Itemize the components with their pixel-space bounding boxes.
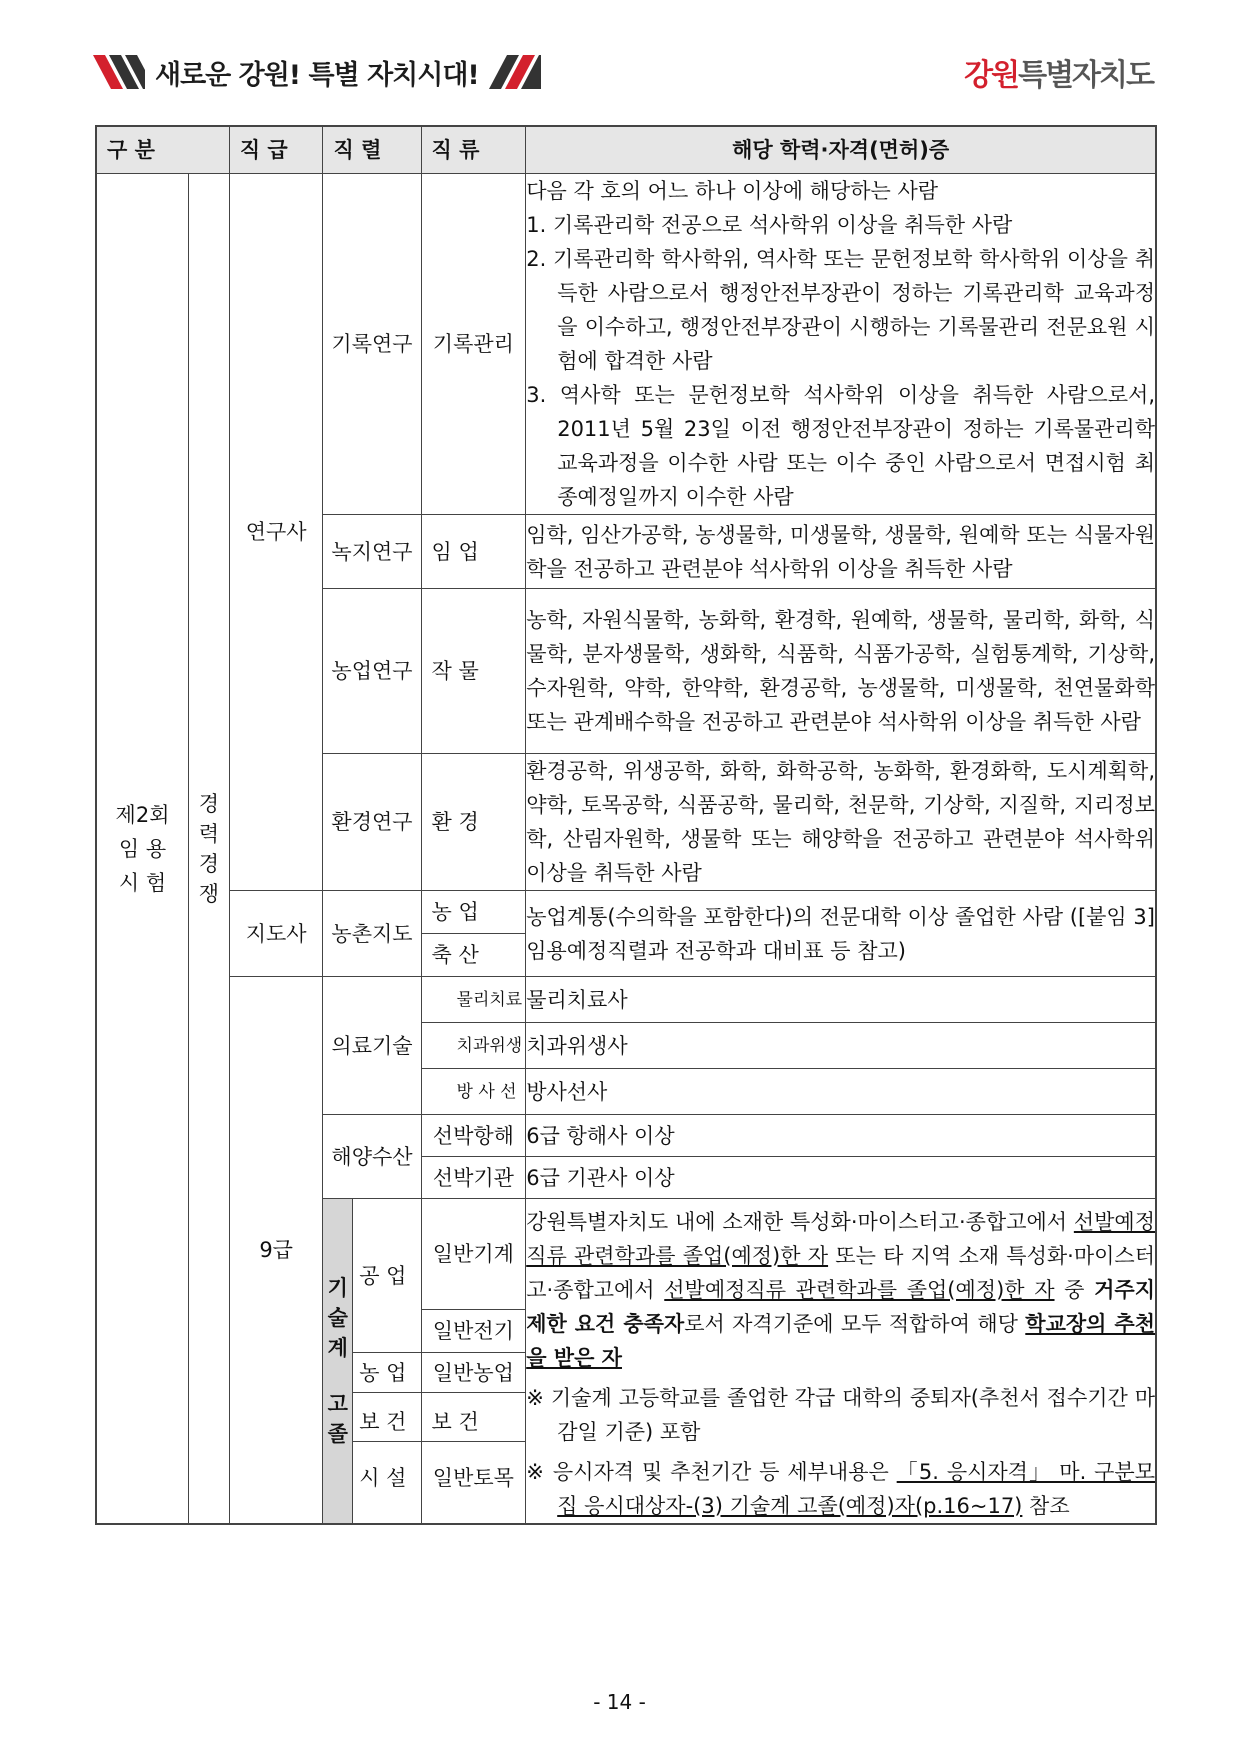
exam-type-cell: [189, 174, 230, 1525]
gangwon-logo: [964, 52, 1153, 92]
desc-medical-radiation: 방사선사: [526, 1069, 1156, 1115]
series-tech-agri: [353, 1353, 421, 1393]
tech-group-b: 고졸: [327, 1392, 348, 1446]
class-text: 작 물: [431, 659, 479, 683]
class-eng: [421, 1199, 526, 1353]
grade-advisor-cell: 지도사: [229, 891, 323, 977]
table-row: [96, 977, 1156, 1023]
records-lead: 다음 각 호의 어느 하나 이상에 해당하는 사람: [526, 179, 939, 203]
class-text: 임 업: [431, 539, 479, 564]
series-greenery: 녹지연구: [323, 515, 421, 589]
class-marine-nav: 선박항해: [421, 1115, 526, 1157]
records-item: 3. 역사학 또는 문헌정보학 석사학위 이상을 취득한 사람으로서, 2011년 5월 23일 이전 행정안전부장관이 정하는 기록물관리학 교육과정을 이수한 사람 또는 이수 중인 사람으로서 면접시험 최종예정일까지 이수한 사람: [526, 383, 1155, 509]
tech-text: 로서 자격기준에 모두 적합하여 해당: [684, 1312, 1026, 1336]
series-medical: 의료기술: [323, 977, 421, 1115]
desc-marine-eng: 6급 기관사 이상: [526, 1157, 1156, 1199]
class-text: 환 경: [431, 810, 479, 834]
slash-stripes-icon: [93, 55, 145, 89]
class-text: 방 사 선: [456, 1081, 517, 1102]
class-eng-a: 일반기계: [422, 1199, 526, 1310]
class-text: 일반토목: [432, 1465, 514, 1490]
class-marine-eng: 선박기관: [421, 1157, 526, 1199]
series-health-facility: [353, 1393, 421, 1525]
table-header-row: [96, 126, 1156, 174]
table-row: [96, 891, 1156, 934]
desc-rural: 농업계통(수의학을 포함한다)의 전문대학 이상 졸업한 사람 ([붙임 3] 임용예정직렬과 전공학과 대비표 등 참고): [526, 891, 1156, 977]
series-eng: [353, 1199, 421, 1353]
exam-round-line: 임 용: [118, 836, 167, 861]
tech-group-a: 기술계: [327, 1276, 348, 1360]
tech-text-bold: 학교장의 추천을 받은 자: [526, 1312, 1156, 1370]
class-text: 물리치료: [456, 989, 523, 1010]
page-number: - 14 -: [593, 1690, 646, 1714]
series-text: 보 건: [359, 1409, 407, 1434]
class-agri: [421, 589, 526, 754]
series-records: 기록연구: [323, 174, 421, 515]
table-row: [96, 174, 1156, 515]
class-medical-dental: [421, 1023, 526, 1069]
col-header-qualification: [526, 126, 1156, 174]
desc-greenery: 임학, 임산가공학, 농생물학, 미생물학, 생물학, 원예학 또는 식물자원학을 전공하고 관련분야 석사학위 이상을 취득한 사람: [526, 515, 1156, 589]
series-env: 환경연구: [323, 754, 421, 891]
tech-main-desc: [526, 1205, 1155, 1375]
desc-medical-dental: 치과위생사: [526, 1023, 1156, 1069]
col-header-text: 직 렬: [333, 138, 382, 162]
tech-note-text: ※ 응시자격 및 추천기간 등 세부내용은: [526, 1460, 897, 1484]
desc-marine-nav: 6급 항해사 이상: [526, 1115, 1156, 1157]
tech-note-reference: [526, 1455, 1155, 1523]
class-medical-radiation: [421, 1069, 526, 1115]
logo-part-special: 특별자치도: [1018, 58, 1153, 93]
tech-text-bold: 거주지 제한 요건 충족자: [526, 1278, 1155, 1336]
class-text: 치과위생: [456, 1035, 523, 1056]
series-rural: 농촌지도: [323, 891, 421, 977]
series-agri: 농업연구: [323, 589, 421, 754]
class-env: [421, 754, 526, 891]
col-header-text: 직 급: [239, 138, 288, 162]
class-text: 축 산: [431, 943, 479, 967]
class-rural-agri: [421, 891, 526, 934]
desc-medical-physio: 물리치료사: [526, 977, 1156, 1023]
class-greenery: [421, 515, 526, 589]
desc-agri: 농학, 자원식물학, 농화학, 환경학, 원예학, 생물학, 물리학, 화학, 식물학, 분자생물학, 생화학, 식품학, 식품가공학, 실험통계학, 기상학, 수자원학, 약학, 한약학, 환경공학, 농생물학, 미생물학, 천연물화학 또는 관계배수학을 전공하고 관련분야 석사학위 이상을 취득한 사람: [526, 589, 1156, 754]
class-medical-physio: [421, 977, 526, 1023]
col-header-series: [323, 126, 421, 174]
records-item: 1. 기록관리학 전공으로 석사학위 이상을 취득한 사람: [526, 213, 1013, 237]
series-text: 공 업: [359, 1263, 407, 1288]
tech-text: 강원특별자치도 내에 소재한 특성화·마이스터고·종합고에서: [526, 1210, 1074, 1234]
tech-text-underlined: 선발예정 직류 관련학과를 졸업(예정)한 자: [526, 1210, 1155, 1268]
grade-researcher-cell: 연구사: [229, 174, 323, 891]
page-header: [93, 52, 1153, 92]
tech-note-text: 참조: [1022, 1494, 1070, 1518]
tech-note-link: 「5. 응시자격」 마. 구분모집 응시대상자-(3) 기술계 고졸(예정)자(p.16~17): [557, 1460, 1156, 1518]
exam-type-text: 경력경쟁: [198, 791, 220, 906]
exam-round-cell: [96, 174, 189, 1525]
col-header-class: [421, 126, 526, 174]
header-slogan-group: [93, 52, 541, 92]
logo-part-gangwon: 강원: [964, 58, 1019, 93]
tech-text: 중: [1054, 1278, 1095, 1302]
desc-records: [526, 174, 1156, 515]
records-item: 2. 기록관리학 학사학위, 역사학 또는 문헌정보학 학사학위 이상을 취득한 사람으로서 행정안전부장관이 정하는 기록관리학 교육과정을 이수하고, 행정안전부장관이 시행하는 기록물관리 전문요원 시험에 합격한 사람: [526, 247, 1155, 373]
class-health-facility: [421, 1393, 526, 1525]
qualification-table: [95, 125, 1157, 1525]
col-header-text: 구 분: [107, 138, 155, 162]
tech-text: 또는 타 지역 소재 특성화·마이스터고·종합고에서: [526, 1244, 1155, 1302]
col-header-category: [96, 126, 229, 174]
desc-env: 환경공학, 위생공학, 화학, 화학공학, 농화학, 환경화학, 도시계획학, 약학, 토목공학, 식품공학, 물리학, 천문학, 기상학, 지질학, 지리정보학, 산림자원학, 생물학 또는 해양학을 전공하고 관련분야 석사학위 이상을 취득한 사람: [526, 754, 1156, 891]
exam-round-line: 시 험: [118, 870, 167, 895]
series-text: 시 설: [359, 1465, 407, 1490]
series-marine: 해양수산: [323, 1115, 421, 1199]
desc-tech: [526, 1199, 1156, 1525]
header-slogan: 새로운 강원! 특별 자치시대!: [155, 59, 479, 91]
grade-9-cell: 9급: [229, 977, 323, 1525]
class-records: 기록관리: [421, 174, 526, 515]
tech-group-cell: [323, 1199, 353, 1525]
class-text: 농 업: [431, 900, 479, 924]
col-header-grade: [229, 126, 323, 174]
tech-text-underlined: 선발예정직류 관련학과를 졸업(예정)한 자: [664, 1278, 1055, 1302]
col-header-text: 직 류: [431, 138, 480, 162]
series-text: 농 업: [359, 1360, 407, 1385]
class-eng-b: 일반전기: [432, 1319, 514, 1343]
col-header-text: 해당 학력·자격(면허)증: [732, 138, 950, 162]
class-text: 보 건: [431, 1409, 479, 1434]
class-tech-agri: 일반농업: [421, 1353, 526, 1393]
class-rural-livestock: [421, 934, 526, 977]
exam-round-line: 제2회: [115, 802, 170, 827]
tech-note-dropout: ※ 기술계 고등학교를 졸업한 각급 대학의 중퇴자(추천서 접수기간 마감일 기준) 포함: [526, 1386, 1155, 1444]
slash-stripes-icon: [489, 55, 541, 89]
